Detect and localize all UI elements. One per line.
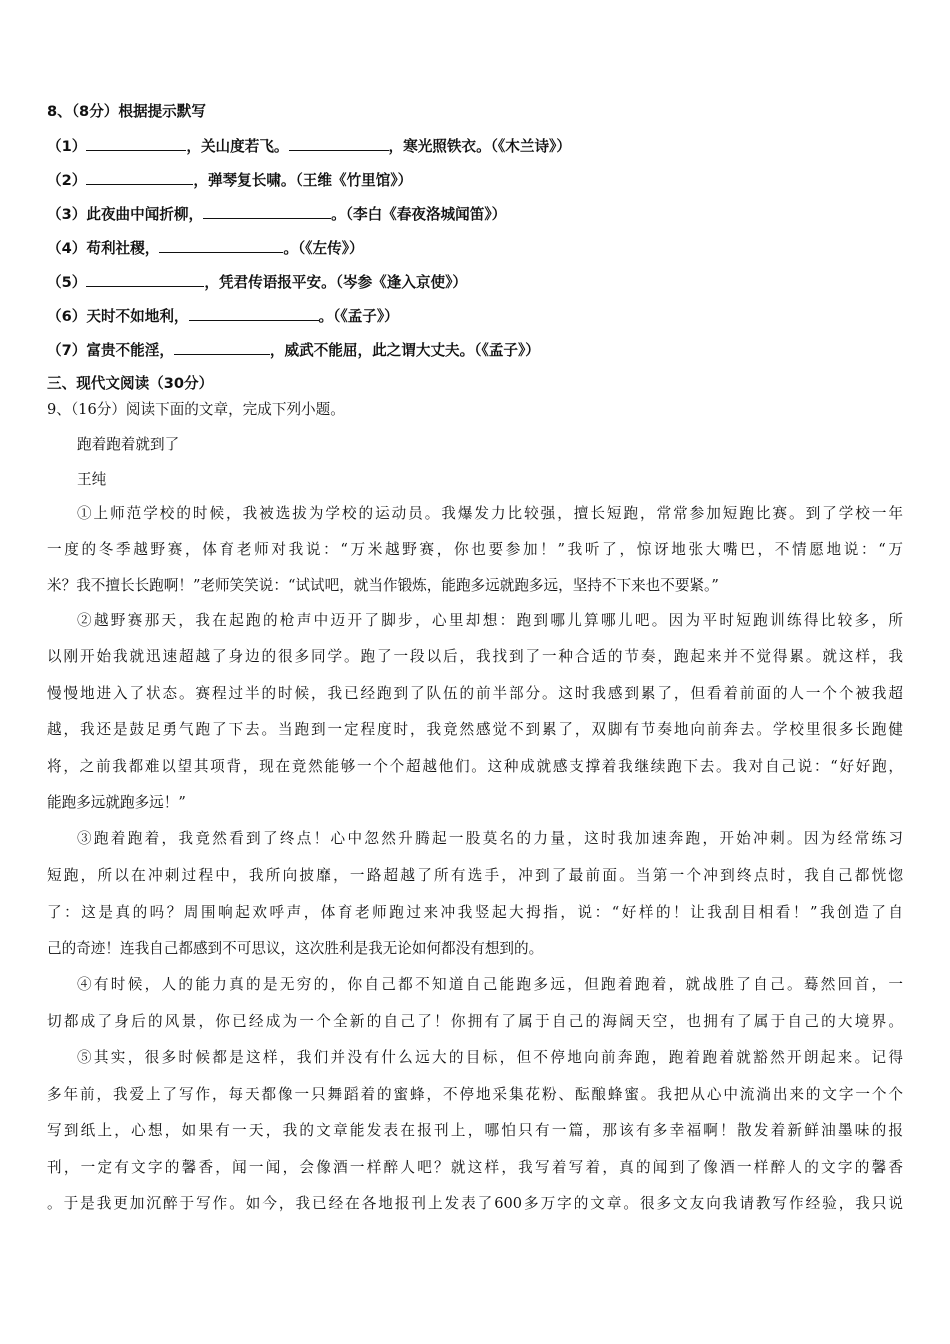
article-line: 刊，一定有文字的馨香，闻一闻，会像酒一样醉人吧？就这样，我写着写着，真的闻到了像酒一样醉人的文字的馨香: [47, 1159, 903, 1176]
answer-blank[interactable]: [86, 170, 193, 185]
article-line: 米？我不擅长长跑啊！”老师笑笑说：“试试吧，就当作锻炼，能跑多远就跑多远，坚持不下来也不要紧。”: [47, 577, 719, 594]
item-text: ，关山度若飞。: [186, 138, 289, 155]
article-line: ④有时候，人的能力真的是无穷的，你自己都不知道自己能跑多远，但跑着跑着，就战胜了自己。蓦然回首，一: [77, 976, 903, 993]
q8-item-2: [47, 170, 907, 191]
q8-item-4: [47, 238, 907, 259]
answer-blank[interactable]: [189, 306, 319, 321]
item-text: 天时不如地利，: [86, 308, 189, 325]
q9-heading: 9、（16分）阅读下面的文章，完成下列小题。: [47, 401, 345, 418]
article-line: 了：这是真的吗？周围响起欢呼声，体育老师跑过来冲我竖起大拇指，说：“好样的！让我刮目相看！”我创造了自: [47, 904, 903, 921]
article-line: 短跑，所以在冲刺过程中，我所向披靡，一路超越了所有选手，冲到了最前面。当第一个冲到终点时，我自己都恍惚: [47, 867, 903, 884]
item-text: ，寒光照铁衣。（《木兰诗》）: [388, 138, 571, 155]
article-line: 己的奇迹！连我自己都感到不可思议，这次胜利是我无论如何都没有想到的。: [47, 940, 544, 957]
item-number: （4）: [47, 240, 87, 257]
q8-item-6: [47, 306, 907, 327]
article-author: 王纯: [77, 471, 107, 488]
item-text: 。（《孟子》）: [318, 308, 399, 325]
item-number: （3）: [47, 206, 87, 223]
answer-blank[interactable]: [174, 340, 270, 355]
answer-blank[interactable]: [86, 272, 204, 287]
item-text: 。（《左传》）: [283, 240, 364, 257]
item-number: （1）: [47, 138, 87, 155]
answer-blank[interactable]: [203, 204, 331, 219]
item-number: （2）: [47, 172, 87, 189]
article-line: 写到纸上，心想，如果有一天，我的文章能发表在报刊上，哪怕只有一篇，那该有多幸福啊！散发着新鲜油墨味的报: [47, 1122, 903, 1139]
answer-blank[interactable]: [289, 136, 389, 151]
article-line: 将，之前我都难以望其项背，现在竟然能够一个个超越他们。这种成就感支撑着我继续跑下去。我对自己说：“好好跑，: [47, 758, 903, 775]
q8-item-5: [47, 272, 907, 293]
item-number: （5）: [47, 274, 87, 291]
article-line: 能跑多远就跑多远！”: [47, 794, 186, 811]
item-text: 富贵不能淫，: [86, 342, 174, 359]
item-text: ，威武不能屈，此之谓大丈夫。（《孟子》）: [269, 342, 540, 359]
article-line: 多年前，我爱上了写作，每天都像一只舞蹈着的蜜蜂，不停地采集花粉、酝酿蜂蜜。我把从心中流淌出来的文字一个个: [47, 1086, 903, 1103]
article-line: ①上师范学校的时候，我被选拔为学校的运动员。我爆发力比较强，擅长短跑，常常参加短跑比赛。到了学校一年: [77, 505, 903, 522]
article-line: 越，我还是鼓足勇气跑了下去。当跑到一定程度时，我竟然感觉不到累了，双脚有节奏地向前奔去。学校里很多长跑健: [47, 721, 903, 738]
answer-blank[interactable]: [86, 136, 186, 151]
q8-item-3: [47, 204, 907, 225]
item-text: 苟利社稷，: [86, 240, 160, 257]
q8-heading: 8、（8分）根据提示默写: [47, 103, 206, 120]
item-text: ，凭君传语报平安。（岑参《逢入京使》）: [204, 274, 468, 291]
article-title: 跑着跑着就到了: [77, 436, 180, 453]
article-line: 以刚开始我就迅速超越了身边的很多同学。跑了一段以后，我找到了一种合适的节奏，跑起来并不觉得累。就这样，我: [47, 648, 903, 665]
item-text: 。（李白《春夜洛城闻笛》）: [331, 206, 507, 223]
article-line: 。于是我更加沉醉于写作。如今，我已经在各地报刊上发表了600多万字的文章。很多文友向我请教写作经验，我只说: [47, 1195, 903, 1212]
item-number: （6）: [47, 308, 87, 325]
answer-blank[interactable]: [159, 238, 283, 253]
article-line: 一度的冬季越野赛，体育老师对我说：“万米越野赛，你也要参加！”我听了，惊讶地张大嘴巴，不情愿地说：“万: [47, 541, 903, 558]
q8-item-7: [47, 340, 907, 361]
item-number: （7）: [47, 342, 87, 359]
q8-item-1: [47, 136, 907, 157]
article-line: 切都成了身后的风景，你已经成为一个全新的自己了！你拥有了属于自己的海阔天空，也拥有了属于自己的大境界。: [47, 1013, 903, 1030]
article-line: ②越野赛那天，我在起跑的枪声中迈开了脚步，心里却想：跑到哪儿算哪儿吧。因为平时短跑训练得比较多，所: [77, 612, 903, 629]
article-line: ⑤其实，很多时候都是这样，我们并没有什么远大的目标，但不停地向前奔跑，跑着跑着就豁然开朗起来。记得: [77, 1049, 903, 1066]
item-text: 此夜曲中闻折柳，: [86, 206, 204, 223]
item-text: ，弹琴复长啸。（王维《竹里馆》）: [193, 172, 413, 189]
article-line: 慢慢地进入了状态。赛程过半的时候，我已经跑到了队伍的前半部分。这时我感到累了，但看着前面的人一个个被我超: [47, 685, 903, 702]
section-3-heading: 三、现代文阅读（30分）: [47, 375, 214, 392]
article-line: ③跑着跑着，我竟然看到了终点！心中忽然升腾起一股莫名的力量，这时我加速奔跑，开始冲刺。因为经常练习: [77, 830, 903, 847]
